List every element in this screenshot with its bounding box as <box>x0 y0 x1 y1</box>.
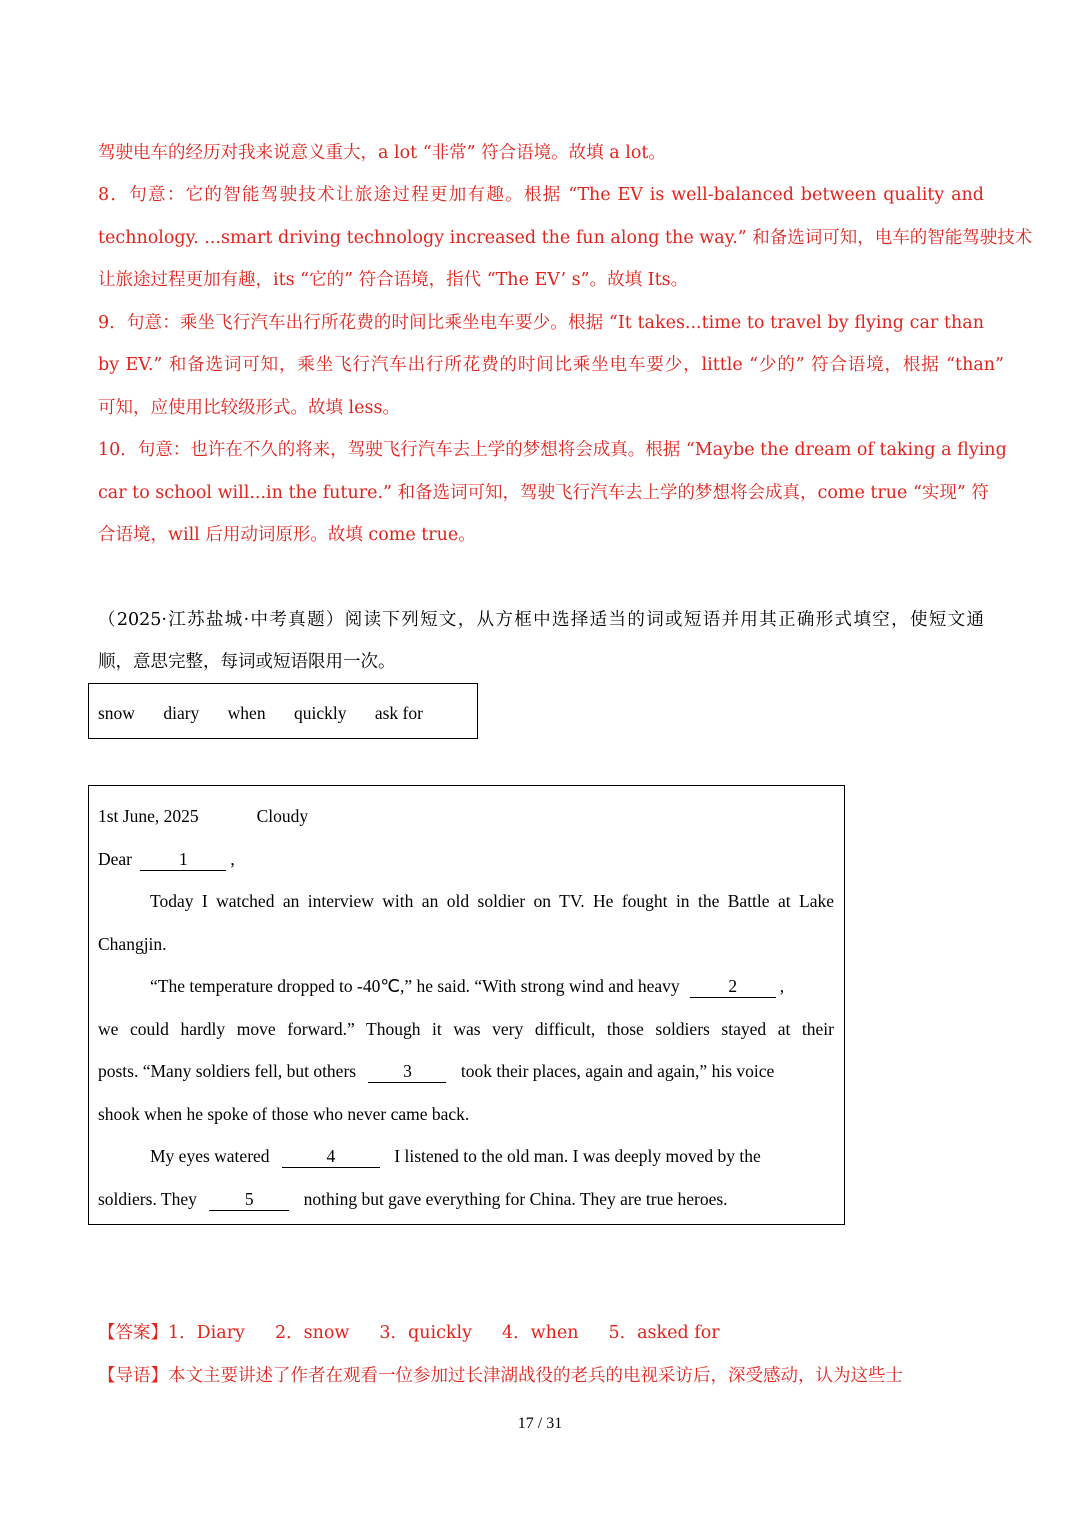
blank-4: 4 <box>282 1145 380 1168</box>
explanation-line: 可知，应使用比较级形式。故填 less。 <box>98 398 400 418</box>
guide-line <box>98 1363 984 1389</box>
page-number: 17 / 31 <box>517 1415 563 1432</box>
passage-box <box>88 785 845 1225</box>
blank-3: 3 <box>368 1060 446 1083</box>
blank-1: 1 <box>140 848 226 871</box>
diary-weather: Cloudy <box>256 806 309 826</box>
passage-line: My eyes watered 4 I listened to the old man. I was deeply moved by the <box>150 1146 761 1166</box>
question-intro: 顺，意思完整，每词或短语限用一次。 <box>98 652 396 672</box>
word-option: snow <box>98 703 135 723</box>
explanation-line: 合语境，will 后用动词原形。故填 come true。 <box>98 525 476 545</box>
blank-5: 5 <box>209 1188 289 1211</box>
answer-item: 5．asked for <box>608 1323 720 1343</box>
answer-item: 2．snow <box>274 1323 350 1343</box>
explanation-line: technology. ...smart driving technology increased the fun along the way.” 和备选词可知，电车的智能驾驶技术 <box>98 228 1033 248</box>
guide-label: 【导语】 <box>98 1366 168 1386</box>
word-option: quickly <box>293 703 347 723</box>
passage-line: “The temperature dropped to -40℃,” he said. “With strong wind and heavy 2 , <box>150 976 785 996</box>
passage-line: posts. “Many soldiers fell, but others 3 took their places, again and again,” his voice <box>98 1061 775 1081</box>
word-option: ask for <box>374 703 423 723</box>
explanation-line: 驾驶电车的经历对我来说意义重大，a lot “非常” 符合语境。故填 a lot。 <box>98 143 666 163</box>
passage-line: Changjin. <box>98 934 167 954</box>
passage-line: shook when he spoke of those who never came back. <box>98 1104 470 1124</box>
answer-line <box>98 1320 750 1346</box>
diary-date: 1st June, 2025 <box>98 806 199 826</box>
guide-text: 本文主要讲述了作者在观看一位参加过长津湖战役的老兵的电视采访后，深受感动，认为这些士 <box>168 1366 903 1386</box>
explanation-line: 10．句意：也许在不久的将来，驾驶飞行汽车去上学的梦想将会成真。根据 “Maybe the dream of taking a flying <box>98 440 1007 460</box>
blank-2: 2 <box>690 975 776 998</box>
diary-header <box>98 803 834 829</box>
explanation-line: 8．句意：它的智能驾驶技术让旅途过程更加有趣。根据 “The EV is well-balanced between quality and <box>98 185 984 205</box>
passage-line: soldiers. They 5 nothing but gave everything for China. They are true heroes. <box>98 1189 728 1209</box>
diary-greeting: Dear 1 , <box>98 849 235 869</box>
word-bank-box <box>88 683 478 739</box>
question-intro: （2025·江苏盐城·中考真题）阅读下列短文，从方框中选择适当的词或短语并用其正确形式填空，使短文通 <box>98 610 984 630</box>
passage-line: Today I watched an interview with an old soldier on TV. He fought in the Battle at Lake <box>150 891 834 911</box>
word-bank <box>98 700 447 726</box>
explanation-line: 9．句意：乘坐飞行汽车出行所花费的时间比乘坐电车要少。根据 “It takes...time to travel by flying car than <box>98 313 984 333</box>
answer-label: 【答案】 <box>98 1323 168 1343</box>
answer-item: 3．quickly <box>379 1323 472 1343</box>
explanation-line: by EV.” 和备选词可知，乘坐飞行汽车出行所花费的时间比乘坐电车要少，little “少的” 符合语境，根据 “than” <box>98 355 1004 375</box>
word-option: diary <box>163 703 200 723</box>
answer-item: 1．Diary <box>168 1323 245 1343</box>
answer-item: 4．when <box>501 1323 579 1343</box>
passage-line: we could hardly move forward.” Though it was very difficult, those soldiers stayed at their <box>98 1019 834 1039</box>
explanation-line: car to school will...in the future.” 和备选词可知，驾驶飞行汽车去上学的梦想将会成真，come true “实现” 符 <box>98 483 989 503</box>
explanation-line: 让旅途过程更加有趣，its “它的” 符合语境，指代 “The EV’ s”。故填 Its。 <box>98 270 689 290</box>
word-option: when <box>227 703 266 723</box>
